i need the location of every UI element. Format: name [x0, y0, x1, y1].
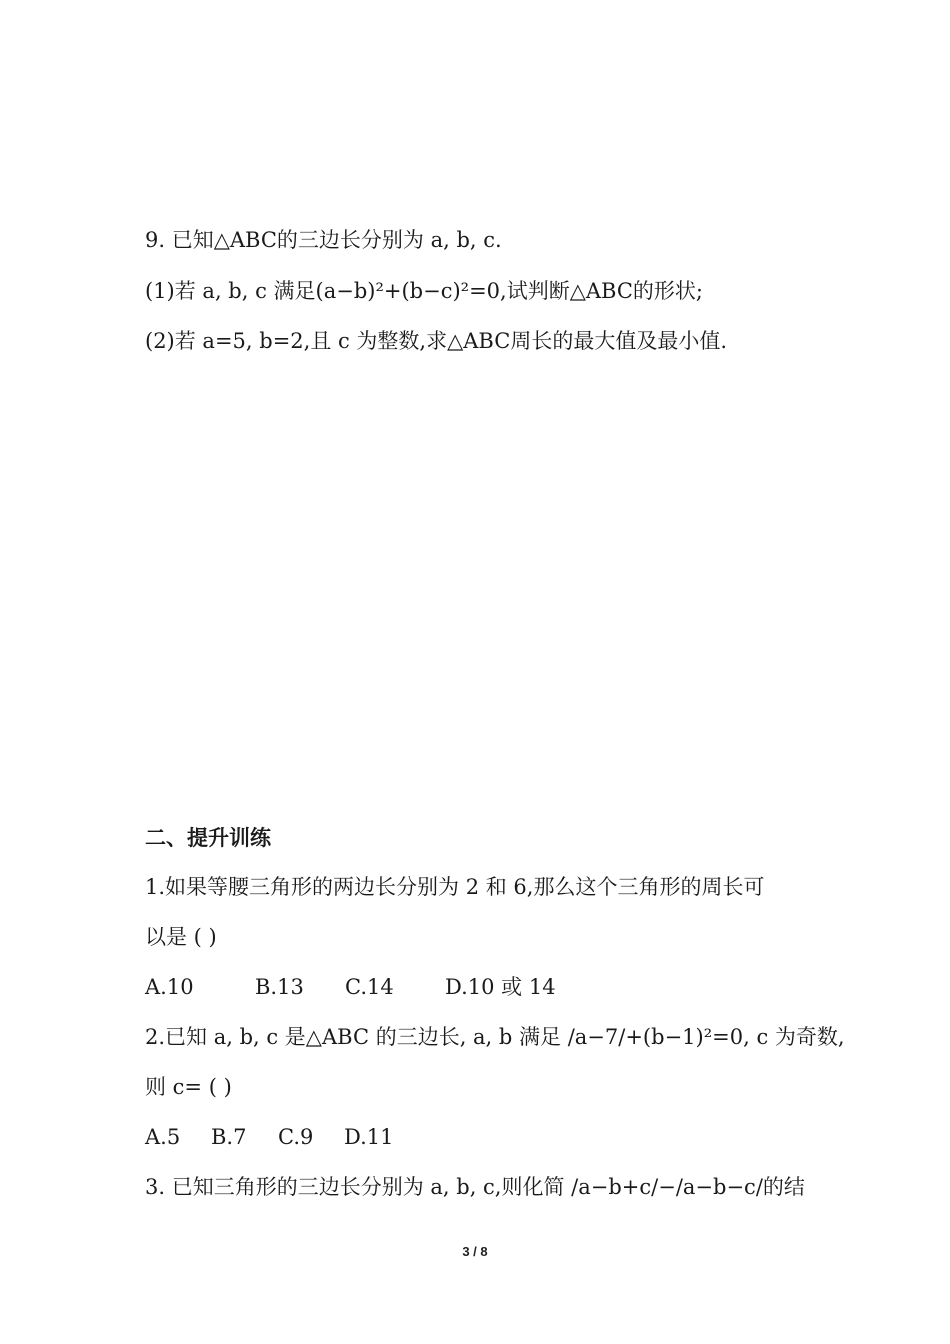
option-b: B.13	[255, 975, 304, 999]
question-2-options	[145, 1122, 850, 1152]
option-b: B.7	[211, 1125, 247, 1149]
question-1-stem-line-2: 以是 ( )	[145, 925, 217, 949]
option-a: A.5	[145, 1125, 181, 1149]
question-3-stem-line-1: 3. 已知三角形的三边长分别为 a, b, c,则化简 /a−b+c/−/a−b−c/的结	[145, 1175, 805, 1199]
option-d: D.10 或 14	[445, 975, 556, 999]
question-9-title: 9. 已知△ABC的三边长分别为 a, b, c.	[145, 228, 502, 252]
question-1-stem-line-1: 1.如果等腰三角形的两边长分别为 2 和 6,那么这个三角形的周长可	[145, 875, 765, 899]
option-a: A.10	[145, 975, 194, 999]
page-number: 3 / 8	[462, 1244, 488, 1259]
question-9-part-2: (2)若 a=5, b=2,且 c 为整数,求△ABC周长的最大值及最小值.	[145, 329, 727, 353]
question-2-stem-line-1: 2.已知 a, b, c 是△ABC 的三边长, a, b 满足 /a−7/+(b−1)²=0, c 为奇数,	[145, 1025, 845, 1049]
option-d: D.11	[344, 1125, 394, 1149]
option-c: C.14	[345, 975, 394, 999]
question-9-part-1: (1)若 a, b, c 满足(a−b)²+(b−c)²=0,试判断△ABC的形状;	[145, 279, 703, 303]
section-heading: 二、提升训练	[145, 826, 271, 850]
question-2-stem-line-2: 则 c= ( )	[145, 1075, 232, 1099]
option-c: C.9	[278, 1125, 314, 1149]
question-1-options	[145, 972, 850, 1002]
